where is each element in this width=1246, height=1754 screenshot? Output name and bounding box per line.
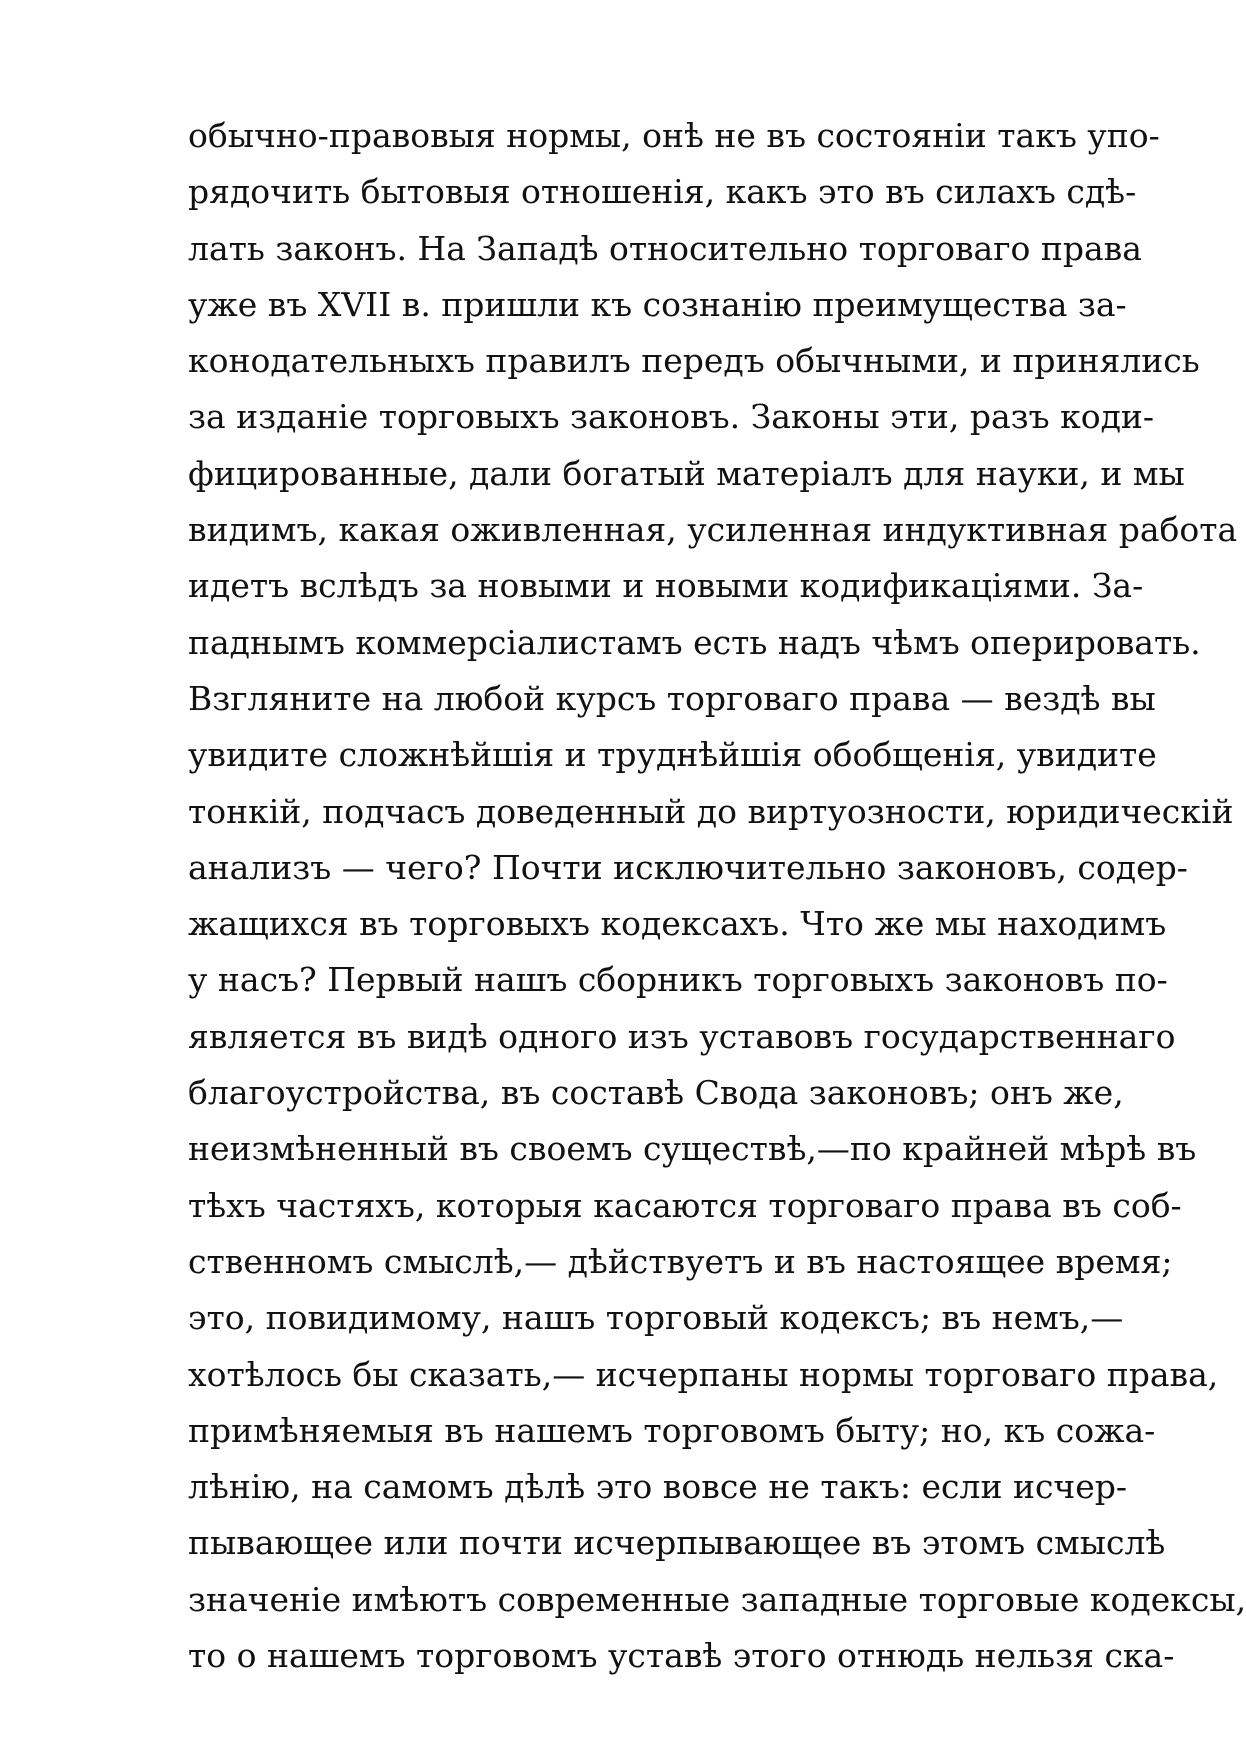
text-line: конодательныхъ правилъ передъ обычными, и принялись <box>188 341 1200 381</box>
text-line: паднымъ коммерсіалистамъ есть надъ чѣмъ оперировать. <box>188 622 1201 662</box>
text-line: лѣнію, на самомъ дѣлѣ это вовсе не такъ: если исчер- <box>188 1467 1128 1507</box>
text-line: значеніе имѣютъ современные западные торговые кодексы, <box>188 1579 1246 1619</box>
text-line: неизмѣненный въ своемъ существѣ,—по крайней мѣрѣ въ <box>188 1129 1197 1169</box>
text-line: хотѣлось бы сказать,— исчерпаны нормы торговаго права, <box>188 1354 1219 1394</box>
text-line: Взгляните на любой курсъ торговаго права — вездѣ вы <box>188 678 1156 718</box>
text-line: фицированные, дали богатый матеріалъ для науки, и мы <box>188 453 1185 493</box>
text-line: это, повидимому, нашъ торговый кодексъ; въ немъ,— <box>188 1298 1124 1338</box>
text-line: за изданіе торговыхъ законовъ. Законы эти, разъ коди- <box>188 397 1155 437</box>
text-line: у насъ? Первый нашъ сборникъ торговыхъ законовъ по- <box>188 960 1168 1000</box>
text-line: жащихся въ торговыхъ кодексахъ. Что же мы находимъ <box>188 904 1167 944</box>
text-line: видимъ, какая оживленная, усиленная индуктивная работа <box>188 510 1238 550</box>
text-line: благоустройства, въ составѣ Свода законовъ; онъ же, <box>188 1073 1124 1113</box>
text-line: лать законъ. На Западѣ относительно торговаго права <box>188 228 1142 268</box>
text-line: то о нашемъ торговомъ уставѣ этого отнюдь нельзя ска- <box>188 1636 1175 1676</box>
text-line: уже въ XVII в. пришли къ сознанію преимущества за- <box>188 284 1127 324</box>
text-line: тѣхъ частяхъ, которыя касаются торговаго права въ соб- <box>188 1185 1182 1225</box>
text-line: обычно-правовыя нормы, онѣ не въ состоянiи такъ упо- <box>188 116 1160 155</box>
text-line: идетъ вслѣдъ за новыми и новыми кодификаціями. За- <box>188 566 1144 606</box>
text-line: ственномъ смыслѣ,— дѣйствуетъ и въ настоящее время; <box>188 1241 1173 1281</box>
text-line: является въ видѣ одного изъ уставовъ государственнаго <box>188 1016 1176 1056</box>
text-line: рядочить бытовыя отношенія, какъ это въ силахъ сдѣ- <box>188 172 1137 212</box>
text-line: тонкій, подчасъ доведенный до виртуозности, юридическій <box>188 791 1234 831</box>
text-line: примѣняемыя въ нашемъ торговомъ быту; но, къ сожа- <box>188 1410 1156 1450</box>
text-line: анализъ — чего? Почти исключительно законовъ, содер- <box>188 847 1188 887</box>
body-text <box>188 108 1246 1684</box>
text-line: пывающее или почти исчерпывающее въ этомъ смыслѣ <box>188 1523 1166 1563</box>
text-line: увидите сложнѣйшія и труднѣйшія обобщенія, увидите <box>188 735 1157 775</box>
